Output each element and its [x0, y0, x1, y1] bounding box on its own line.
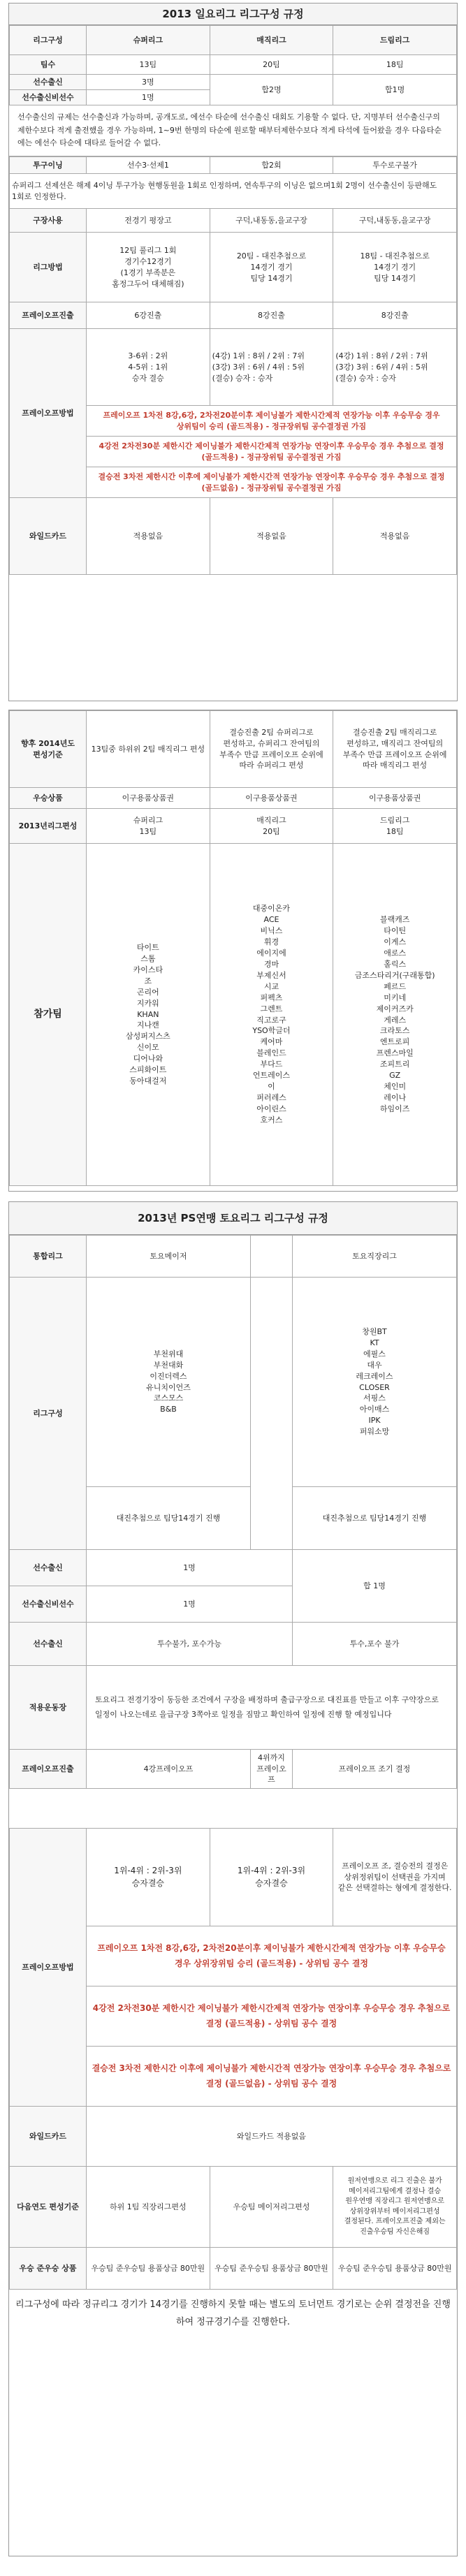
- cell: 적용없음: [210, 498, 333, 575]
- playoff-bracket: (4강) 1위 : 8위 / 2위 : 7위 (3강) 3위 : 6위 / 4위 : 5위 (결승) 승자 : 승자: [333, 329, 457, 406]
- playoff-note: 결승전 3차전 제한시간 이후에 제이닝불가 제한시간적 연장가능 연장이후 우승무승 경우 추첨으로 결정 (골드없음) - 정규장위팀 공수결정권 가짐: [87, 467, 457, 498]
- cell: 적용없음: [87, 498, 210, 575]
- league-method: 18팀 - 대진추첨으로 14경기 경기 팀당 14경기: [333, 233, 457, 302]
- row-label: 프레이오프진출: [10, 1750, 87, 1789]
- cell: 합2명: [210, 75, 333, 105]
- header-cell: [251, 1236, 293, 1278]
- playoff-bracket: (4강) 1위 : 8위 / 2위 : 7위 (3강) 3위 : 6위 / 4위 : 5위 (결승) 승자 : 승자: [210, 329, 333, 406]
- league-table: [9, 25, 457, 105]
- saturday-playoff-table: [9, 1828, 457, 2290]
- cell: 하위 1팀 직장리그편성: [87, 2167, 210, 2248]
- row-label: 선수출신: [10, 1550, 87, 1586]
- cell: 합2회: [210, 157, 333, 174]
- header-cell: 통합리그: [10, 1236, 87, 1278]
- row-label: 참가팀: [10, 844, 87, 1186]
- header-cell: 토요직장리그: [293, 1236, 457, 1278]
- row-label: 우승상품: [10, 788, 87, 809]
- team-count: 20팀: [210, 55, 333, 75]
- cell: 우승팀 메이저리그편성: [210, 2167, 333, 2248]
- cell: 토요리그 전경기장이 동등한 조건에서 구장을 배정하며 출급구장으로 대진표를 만들고 이후 구약장으로 일정이 나오는데로 을급구장 3쪽아로 일정을 짐맘고 확인하여 일정에 진행 할 예정입니다: [87, 1666, 457, 1750]
- row-label: 구장사용: [10, 209, 87, 233]
- header-cell: 투구이닝: [10, 157, 87, 174]
- row-label: 와일드카드: [10, 498, 87, 575]
- dream-team-list: 블랙캐즈 타이틴 이게스 애로스 홀릭스 금조스타리거(구래통합) 페르드 미키네 제이커즈카 게레스 크라토스 엔트로피 프렌스마일 조피트리 GZ 체인미 레이나 하임이즈: [333, 844, 457, 1186]
- cell: 구덕,내동동,을교구장: [333, 209, 457, 233]
- cell: 구덕,내동동,을교구장: [210, 209, 333, 233]
- playoff-note: 프레이오프 1차전 8강,6강, 2차전20분이후 제이닝불가 제한시간제적 연장가능 이후 우승무승 경우 상위팀이 승리 (골드적용) - 정규장위팀 공수결정권 가짐: [87, 406, 457, 437]
- cell: 원저연맹으로 리그 진출은 불가 메이저리그팀에게 결정나 결승 원우연맹 직장리그 원저연맹으로 상위장위부터 메이저리그편성 결정된다. 프레이오프진출 제외는 진출우승팀 자신은해짐: [333, 2167, 457, 2248]
- rule-text: 선수출신의 규제는 선수출신과 가능하며, 공개도로, 에선수 타순에 선수출신 대회도 기용할 수 없다. 단, 지명부터 선수출신구의 제한수보다 적게 출전했을 경우 가능하며, 1~9번 한명의 타순에 원로할 때부터제한수보다 적게 타석에 들어왔을 경우 다음타순에는 에선수 타순에 대타로 들어갈 수 없다.: [9, 105, 457, 156]
- cell: 이구용품상품권: [333, 788, 457, 809]
- cell: 대진추첨으로 팀당14경기 진행: [87, 1487, 251, 1550]
- playoff-note: 프레이오프 1차전 8강,6강, 2차전20분이후 제이닝불가 제한시간제적 연장가능 이후 우승무승 경우 상위장위팀 승리 (골드적용) - 상위팀 공수 결정: [87, 1926, 457, 1986]
- pitch-rule: 슈퍼리그 선제선은 해제 4이닝 투구가능 현행동원을 1회로 인정하며, 연속투구의 이닝은 없으며1회 2명이 선수출신이 등판해도 1회로 인정한다.: [10, 174, 457, 209]
- playoff-note: 결승전 3차전 제한시간 이후에 제이닝불가 제한시간적 연장가능 연장이후 우승무승 경우 추첨으로 결정 (골드없음) - 상위팀 공수 결정: [87, 2047, 457, 2107]
- cell: 합 1명: [293, 1550, 457, 1623]
- cell: 결승진출 2팀 슈퍼리그로 편성하고, 슈퍼리그 잔여팀의 부족수 만큼 프레이오프 순위에 따라 슈퍼리그 편성: [210, 711, 333, 788]
- playoff-major: 1위-4위 : 2위-3위 승자결승: [87, 1829, 210, 1926]
- cell: 이구용품상품권: [87, 788, 210, 809]
- cell: 우승팀 준우승팀 용품상금 80만원: [333, 2248, 457, 2290]
- playoff-note: 4강전 2차전30분 제한시간 제이닝불가 제한시간제적 연장가능 연장이후 우승무승 경우 추첨으로 결정 (골드적용) - 정규장위팀 공수결정권 가짐: [87, 437, 457, 467]
- major-team-list: 부천위대 부천대화 이진더렉스 유니치이언즈 코스모스 B&B: [87, 1278, 251, 1487]
- header-cell: 매직리그: [210, 26, 333, 55]
- league-2013: 매직리그 20팀: [210, 809, 333, 844]
- cell: 6강진출: [87, 302, 210, 329]
- row-label: 향후 2014년도 편성기준: [10, 711, 87, 788]
- cell: 3명: [87, 75, 210, 90]
- row-label: 와일드카드: [10, 2107, 87, 2167]
- cell: 투수불가, 포수가능: [87, 1623, 293, 1666]
- cell: 1명: [87, 1586, 293, 1623]
- cell: 적용없음: [333, 498, 457, 575]
- playoff-mid: 1위-4위 : 2위-3위 승자결승: [210, 1829, 333, 1926]
- cell: 우승팀 준우승팀 용품상금 80만원: [210, 2248, 333, 2290]
- saturday-table: [9, 1235, 457, 1789]
- playoff-super: 3-6위 : 2위 4-5위 : 1위 승자 결승: [87, 329, 210, 406]
- header-cell: 드림리그: [333, 26, 457, 55]
- row-label: 우승 준우승 상품: [10, 2248, 87, 2290]
- cell: 전경기 평장고: [87, 209, 210, 233]
- cell: 투수로구불가: [333, 157, 457, 174]
- saturday-league-section: [8, 1201, 458, 2556]
- cell: 8강진출: [333, 302, 457, 329]
- team-count: 18팀: [333, 55, 457, 75]
- league-2013: 슈퍼리그 13팀: [87, 809, 210, 844]
- row-label: 프레이오프진출: [10, 302, 87, 329]
- cell: 8강진출: [210, 302, 333, 329]
- cell: 와일드카드 적용없음: [87, 2107, 457, 2167]
- cell: 선수3·선제1: [87, 157, 210, 174]
- header-cell: 리그구성: [10, 26, 87, 55]
- cell: 13팀중 하위위 2팀 매직리그 편성: [87, 711, 210, 788]
- header-cell: 토요메이저: [87, 1236, 251, 1278]
- row-label: 2013년리그편성: [10, 809, 87, 844]
- playoff-work: 프레이오프 조, 결승전의 결정은 상위정위팀이 선택권을 가지며 같은 선택결하는 형에게 결정한다.: [333, 1829, 457, 1926]
- cell: 투수,포수 불가: [293, 1623, 457, 1666]
- playoff-note: 4강전 2차전30분 제한시간 제이닝불가 제한시간제적 연장가능 연장이후 우승무승 경우 추첨으로 결정 (골드적용) - 상위팀 공수 결정: [87, 1986, 457, 2047]
- row-label: 선수출신비선수: [10, 90, 87, 105]
- row-label: 선수출신: [10, 1623, 87, 1666]
- cell: 프레이오프 조기 결정: [293, 1750, 457, 1789]
- league-method: 12팀 풀리그 1회 경기수12경기 (1경기 부족분은 홈정그두어 대체해짐): [87, 233, 210, 302]
- cell: 합1명: [333, 75, 457, 105]
- super-team-list: 타이트 스톰 카이스타 조 곤리어 지카워 KHAN 지나캔 삼성퍼지스츠 신이모 디어나와 스피화이트 동아대걸저: [87, 844, 210, 1186]
- cell: 우승팀 준우승팀 용품상금 80만원: [87, 2248, 210, 2290]
- team-count: 13팀: [87, 55, 210, 75]
- spacer-cell: [251, 1278, 293, 1550]
- cell: 4위까지 프레이오프: [251, 1750, 293, 1789]
- row-label: 팀수: [10, 55, 87, 75]
- row-label: 프레이오프방법: [10, 329, 87, 498]
- magic-team-list: 대중이온카 ACE 비닉스 휘경 에이지에 경마 부제신서 시교 퍼펙츠 그렌트 직고로구 YSO학글더 케어마 블레인드 부다드 언트레이스 이 퍼러레스 아이린스 호커스: [210, 844, 333, 1186]
- cell: 1명: [87, 90, 210, 105]
- section-title: 2013년 PS연맹 토요리그 리그구성 규정: [9, 1202, 457, 1235]
- cell: 4강프레이오프: [87, 1750, 251, 1789]
- row-label: 리그구성: [10, 1278, 87, 1550]
- cell: 대진추첨으로 팀당14경기 진행: [293, 1487, 457, 1550]
- row-label: 다음연도 편성기준: [10, 2167, 87, 2248]
- cell: 결승진출 2팀 매직리그로 편성하고, 매직리그 잔여팀의 부족수 만큼 프레이오프 순위에 따라 매직리그 편성: [333, 711, 457, 788]
- row-label: 리그방법: [10, 233, 87, 302]
- pitch-table: [9, 156, 457, 575]
- header-cell: 슈퍼리그: [87, 26, 210, 55]
- spacer: [9, 1789, 457, 1828]
- teams-section: [8, 710, 458, 1192]
- cell: 1명: [87, 1550, 293, 1586]
- row-label: 프레이오프방법: [10, 1829, 87, 2107]
- sunday-league-section: [8, 3, 458, 701]
- row-label: 선수출신: [10, 75, 87, 90]
- work-team-list: 창원BT KT 에필스 대우 레크레이스 CLOSER 서핑스 아이매스 IPK 퍼워소망: [293, 1278, 457, 1487]
- footer-note: 리그구성에 따라 정규리그 경기가 14경기를 진행하지 못할 때는 별도의 토너먼트 경기로는 순위 결정전을 진행하여 정규경기수를 진행한다.: [15, 2299, 451, 2327]
- cell: 이구용품상품권: [210, 788, 333, 809]
- row-label: 선수출신비선수: [10, 1586, 87, 1623]
- teams-table: [9, 710, 457, 1186]
- league-method: 20팀 - 대진추첨으로 14경기 경기 팀당 14경기: [210, 233, 333, 302]
- section-title: 2013 일요리그 리그구성 규정: [9, 3, 457, 25]
- row-label: 적용운동장: [10, 1666, 87, 1750]
- league-2013: 드림리그 18팀: [333, 809, 457, 844]
